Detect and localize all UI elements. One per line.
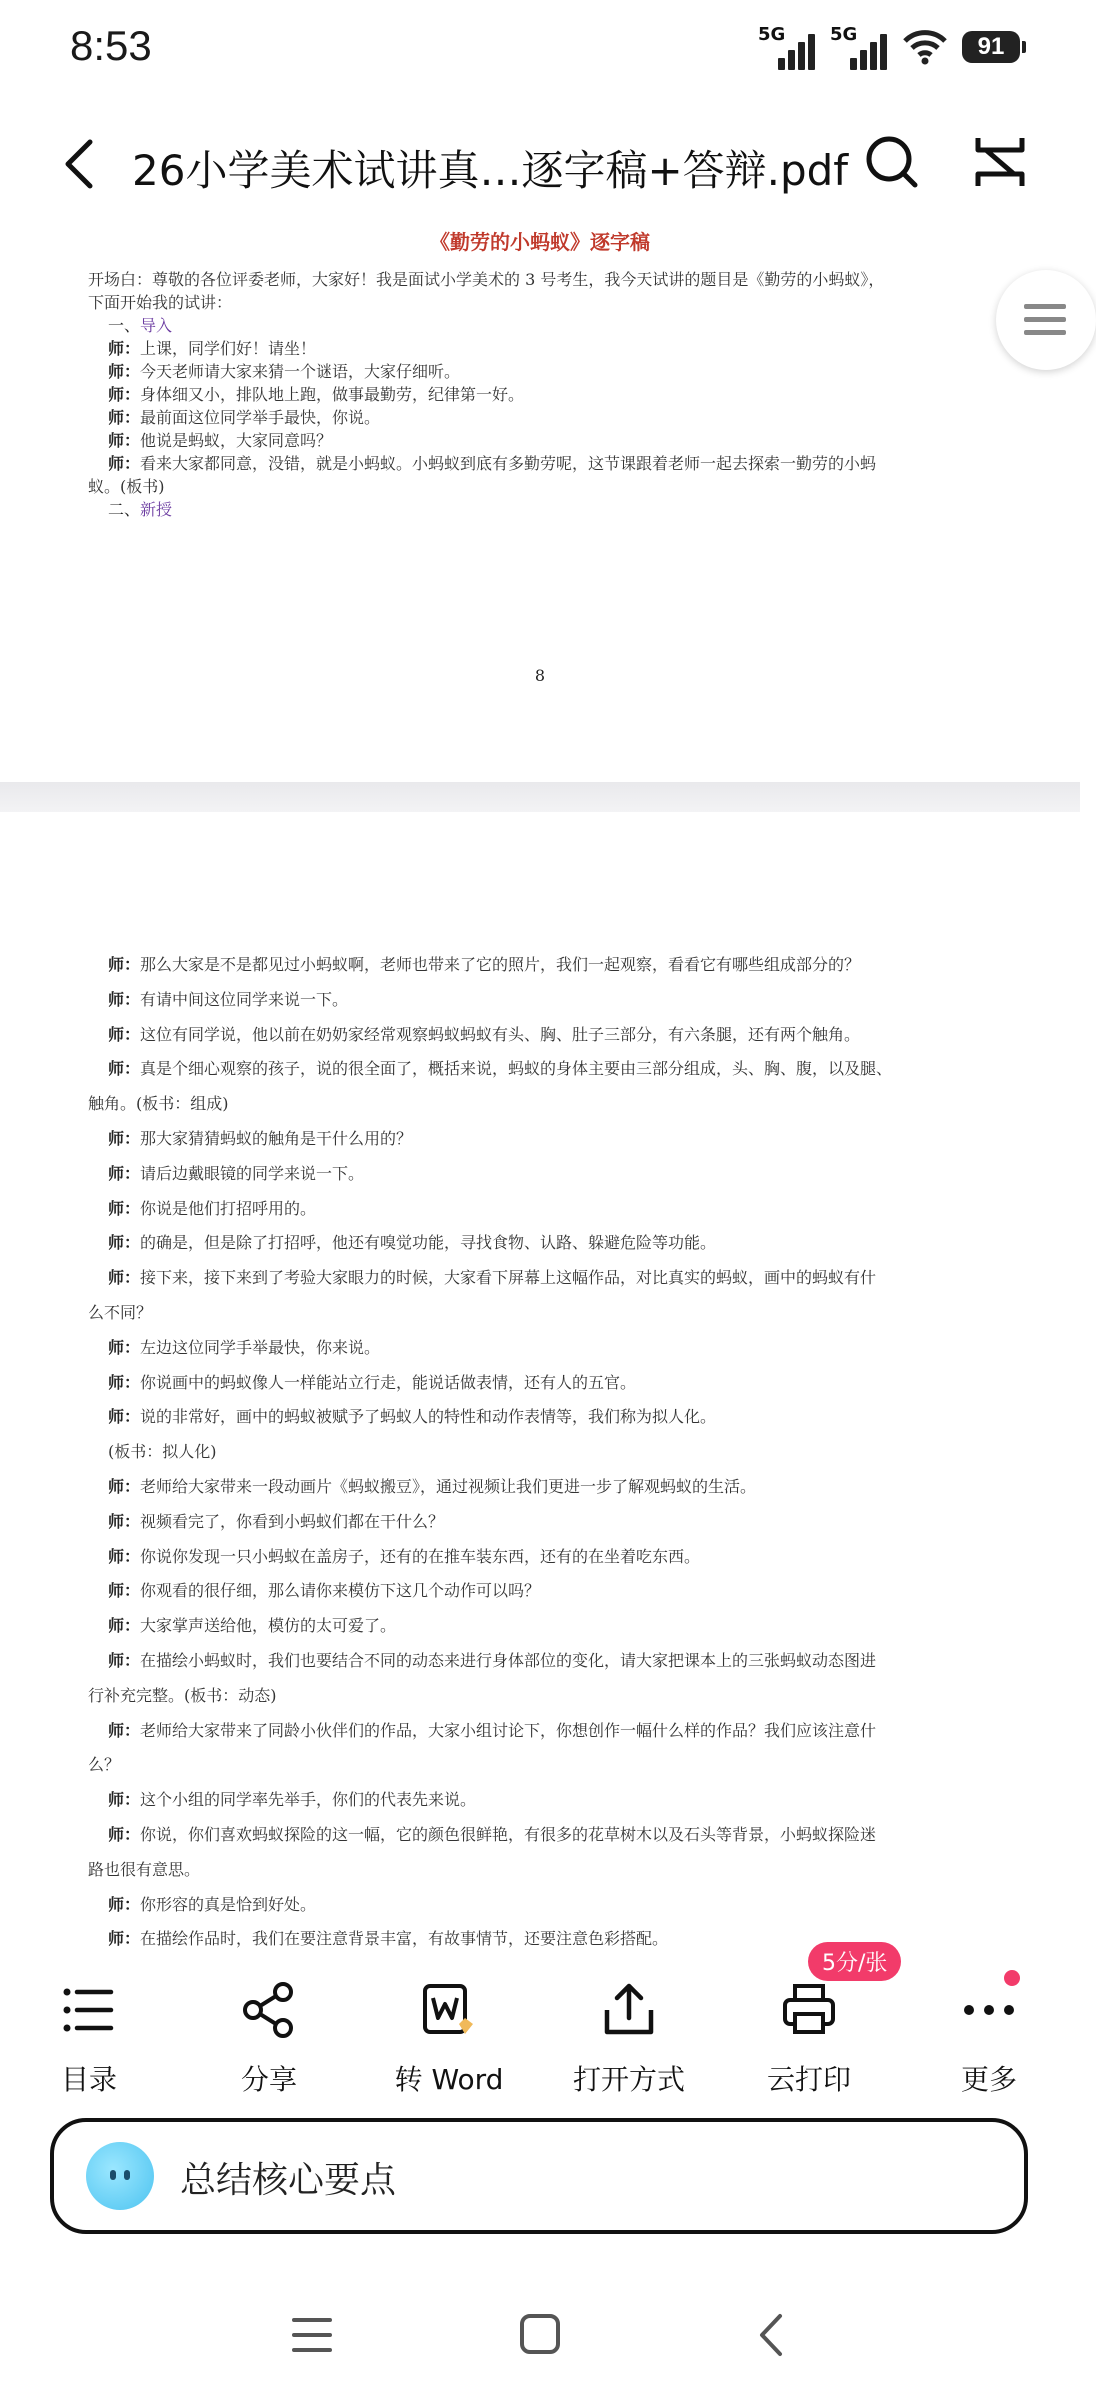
speaker-label: 师： bbox=[108, 385, 141, 404]
line-text: 这位有同学说，他以前在奶奶家经常观察蚂蚁蚂蚁有头、胸、肚子三部分，有六条腿，还有两个触角。 bbox=[140, 1024, 861, 1044]
line-text: 你观看的很仔细，那么请你来模仿下这几个动作可以吗？ bbox=[140, 1581, 541, 1601]
speaker-label: 师： bbox=[108, 1790, 141, 1810]
share-button[interactable] bbox=[194, 1980, 344, 2098]
text-line bbox=[88, 1086, 998, 1121]
text-line bbox=[108, 1191, 1018, 1226]
speaker-label: 师： bbox=[108, 1268, 141, 1288]
line-text: 的确是，但是除了打招呼，他还有嗅觉功能，寻找食物、认路、躲避危险等功能。 bbox=[140, 1233, 717, 1253]
text-line bbox=[108, 1434, 1018, 1469]
toc-label: 目录 bbox=[60, 2063, 117, 2096]
outline-toggle-button[interactable] bbox=[996, 270, 1096, 370]
text-line bbox=[108, 1156, 1018, 1191]
line-text: 么不同？ bbox=[88, 1303, 153, 1322]
system-nav-bar bbox=[0, 2290, 1080, 2380]
line-text: 老师给大家带来一段动画片《蚂蚁搬豆》，通过视频让我们更进一步了解观蚂蚁的生活。 bbox=[140, 1477, 757, 1496]
line-text: (板书：拟人化) bbox=[108, 1442, 217, 1462]
line-text: 行补充完整。(板书：动态) bbox=[88, 1685, 277, 1705]
line-text: 你说，你们喜欢蚂蚁探险的这一幅，它的颜色很鲜艳，有很多的花草树木以及石头等背景，小蚂蚁探险迷 bbox=[140, 1825, 877, 1844]
line-text: 你说画中的蚂蚁像人一样能站立行走，能说话做表情，还有人的五官。 bbox=[140, 1372, 637, 1392]
speaker-label: 师： bbox=[108, 955, 141, 974]
speaker-label: 师： bbox=[108, 1825, 141, 1844]
line-text: 视频看完了，你看到小蚂蚁们都在干什么？ bbox=[140, 1511, 445, 1531]
text-line bbox=[108, 1782, 1018, 1817]
signal-icon bbox=[758, 24, 816, 70]
line-text: 触角。(板书：组成) bbox=[88, 1094, 229, 1114]
speaker-label: 师： bbox=[108, 408, 141, 427]
speaker-label: 师： bbox=[108, 1059, 141, 1079]
line-text: 新授 bbox=[140, 500, 173, 519]
speaker-label: 师： bbox=[108, 1198, 141, 1218]
line-text: 路也很有意思。 bbox=[88, 1859, 201, 1879]
signal-icon bbox=[830, 24, 888, 70]
text-line bbox=[108, 1887, 1018, 1922]
speaker-label: 师： bbox=[108, 1581, 141, 1601]
text-line bbox=[88, 1678, 998, 1713]
home-icon[interactable] bbox=[510, 2310, 570, 2360]
text-line bbox=[108, 1051, 1018, 1086]
toc-button[interactable] bbox=[14, 1980, 164, 2098]
menu-icon bbox=[1024, 304, 1066, 343]
line-text: 你说是他们打招呼用的。 bbox=[140, 1198, 317, 1218]
line-text: 接下来，接下来到了考验大家眼力的时候，大家看下屏幕上这幅作品，对比真实的蚂蚁，画中的蚂蚁有什 bbox=[140, 1268, 877, 1288]
speaker-label: 师： bbox=[108, 1929, 141, 1949]
more-label: 更多 bbox=[960, 2063, 1017, 2096]
wifi-icon bbox=[902, 29, 948, 65]
status-icons bbox=[758, 24, 1020, 70]
cloud-print-label: 云打印 bbox=[766, 2063, 851, 2096]
text-line bbox=[108, 982, 1018, 1017]
price-badge: 5分/张 bbox=[808, 1942, 901, 1981]
notification-dot bbox=[1004, 1970, 1020, 1986]
speaker-label: 师： bbox=[108, 431, 141, 450]
open-with-label: 打开方式 bbox=[572, 2063, 685, 2096]
open-with-icon bbox=[599, 1980, 659, 2040]
fullscreen-icon[interactable] bbox=[970, 132, 1030, 192]
printer-icon bbox=[779, 1980, 839, 2040]
speaker-label: 师： bbox=[108, 1616, 141, 1636]
speaker-label: 师： bbox=[108, 1024, 141, 1044]
text-line bbox=[88, 1747, 998, 1782]
text-line bbox=[108, 1017, 1018, 1052]
convert-word-button[interactable] bbox=[374, 1980, 524, 2098]
page-number: 8 bbox=[534, 666, 546, 685]
text-line bbox=[108, 1365, 1018, 1400]
speaker-label: 师： bbox=[108, 1233, 141, 1253]
speaker-label: 师： bbox=[108, 1163, 141, 1183]
word-icon bbox=[419, 1980, 479, 2040]
recents-icon[interactable] bbox=[282, 2310, 342, 2360]
speaker-label: 一、 bbox=[108, 316, 141, 335]
line-text: 说的非常好，画中的蚂蚁被赋予了蚂蚁人的特性和动作表情等，我们称为拟人化。 bbox=[140, 1407, 717, 1427]
speaker-label: 师： bbox=[108, 1477, 141, 1496]
line-text: 在描绘小蚂蚁时，我们也要结合不同的动态来进行身体部位的变化，请大家把课本上的三张蚂蚁动态图进 bbox=[140, 1651, 877, 1670]
more-button[interactable] bbox=[914, 1980, 1064, 2098]
line-text: 上课，同学们好！请坐！ bbox=[140, 339, 317, 358]
convert-word-label: 转 Word bbox=[394, 2063, 504, 2096]
network-type-label: 5G bbox=[830, 24, 858, 45]
network-type-label: 5G bbox=[758, 24, 786, 45]
text-line bbox=[108, 1469, 1018, 1504]
cloud-print-button[interactable] bbox=[734, 1980, 884, 2098]
line-text: 导入 bbox=[140, 316, 173, 335]
speaker-label: 师： bbox=[108, 989, 141, 1009]
speaker-label: 师： bbox=[108, 1372, 141, 1392]
text-line bbox=[108, 947, 1018, 982]
text-line bbox=[108, 1817, 1018, 1852]
speaker-label: 师： bbox=[108, 1511, 141, 1531]
doc-title: 《勤劳的小蚂蚁》逐字稿 bbox=[430, 230, 650, 254]
back-nav-icon[interactable] bbox=[742, 2310, 802, 2360]
line-text: 他说是蚂蚁，大家同意吗？ bbox=[140, 431, 333, 450]
text-line bbox=[108, 1225, 1018, 1260]
line-text: 在描绘作品时，我们在要注意背景丰富，有故事情节，还要注意色彩搭配。 bbox=[140, 1929, 669, 1949]
text-line bbox=[108, 1504, 1018, 1539]
line-text: 看来大家都同意，没错，就是小蚂蚁。小蚂蚁到底有多勤劳呢，这节课跟着老师一起去探索一勤劳的小蚂 bbox=[140, 454, 877, 473]
list-icon bbox=[59, 1980, 119, 2040]
line-text: 最前面这位同学举手最快，你说。 bbox=[140, 408, 381, 427]
speaker-label: 师： bbox=[108, 454, 141, 473]
speaker-label: 师： bbox=[108, 1407, 141, 1427]
text-line bbox=[108, 1539, 1018, 1574]
line-text: 真是个细心观察的孩子，说的很全面了，概括来说，蚂蚁的身体主要由三部分组成，头、胸、腹，以及腿、 bbox=[140, 1059, 893, 1079]
text-line bbox=[108, 1713, 1018, 1748]
text-line bbox=[88, 1295, 998, 1330]
speaker-label: 师： bbox=[108, 1337, 141, 1357]
line-text: 么？ bbox=[88, 1755, 121, 1775]
line-text: 大家掌声送给他，模仿的太可爱了。 bbox=[140, 1616, 397, 1636]
ai-summary-button[interactable] bbox=[50, 2118, 1028, 2234]
text-line bbox=[108, 492, 1018, 527]
speaker-label: 师： bbox=[108, 1129, 141, 1148]
text-line bbox=[108, 1260, 1018, 1295]
text-line bbox=[108, 1330, 1018, 1365]
search-icon[interactable] bbox=[862, 132, 922, 192]
document-title: 26小学美术试讲真…逐字稿+答辩.pdf bbox=[132, 146, 849, 195]
status-bar bbox=[0, 0, 1080, 100]
line-text: 那大家猜猜蚂蚁的触角是干什么用的？ bbox=[140, 1129, 413, 1148]
line-text: 这个小组的同学率先举手，你们的代表先来说。 bbox=[140, 1790, 477, 1810]
ai-summary-label: 总结核心要点 bbox=[180, 2160, 397, 2201]
line-text: 那么大家是不是都见过小蚂蚁啊，老师也带来了它的照片，我们一起观察，看看它有哪些组成部分的？ bbox=[140, 955, 861, 974]
speaker-label: 二、 bbox=[108, 500, 141, 519]
page-divider bbox=[0, 782, 1080, 812]
speaker-label: 师： bbox=[108, 1894, 141, 1914]
speaker-label: 师： bbox=[108, 362, 141, 381]
app-header bbox=[0, 110, 1080, 220]
pdf-page[interactable] bbox=[0, 222, 1080, 782]
line-text: 你说你发现一只小蚂蚁在盖房子，还有的在推车装东西，还有的在坐着吃东西。 bbox=[140, 1546, 701, 1566]
open-with-button[interactable] bbox=[554, 1980, 704, 2098]
text-line bbox=[108, 1573, 1018, 1608]
line-text: 下面开始我的试讲： bbox=[88, 293, 233, 312]
line-text: 今天老师请大家来猜一个谜语，大家仔细听。 bbox=[140, 362, 461, 381]
share-label: 分享 bbox=[240, 2063, 297, 2096]
speaker-label: 师： bbox=[108, 1651, 141, 1670]
line-text: 开场白：尊敬的各位评委老师，大家好！我是面试小学美术的 3 号考生，我今天试讲的题目是《勤劳的小蚂蚁》， bbox=[88, 270, 885, 289]
clock: 8:53 bbox=[70, 22, 152, 69]
bottom-toolbar bbox=[0, 1951, 1080, 2100]
line-text: 有请中间这位同学来说一下。 bbox=[140, 989, 349, 1009]
speaker-label: 师： bbox=[108, 1546, 141, 1566]
text-line bbox=[108, 1643, 1018, 1678]
pdf-page[interactable] bbox=[0, 812, 1080, 1962]
more-icon bbox=[959, 1980, 1019, 2040]
line-text: 蚁。(板书) bbox=[88, 477, 165, 496]
line-text: 老师给大家带来了同龄小伙伴们的作品，大家小组讨论下，你想创作一幅什么样的作品？我们应该注意什 bbox=[140, 1720, 877, 1740]
text-line bbox=[88, 1852, 998, 1887]
ai-assistant-avatar bbox=[86, 2142, 154, 2210]
line-text: 身体细又小，排队地上跑，做事最勤劳，纪律第一好。 bbox=[140, 385, 525, 404]
line-text: 左边这位同学手举最快，你来说。 bbox=[140, 1337, 381, 1357]
speaker-label: 师： bbox=[108, 1720, 141, 1740]
line-text: 你形容的真是恰到好处。 bbox=[140, 1894, 317, 1914]
back-icon[interactable] bbox=[52, 134, 112, 194]
speaker-label: 师： bbox=[108, 339, 141, 358]
text-line bbox=[108, 1608, 1018, 1643]
text-line bbox=[108, 1121, 1018, 1156]
battery-indicator: 91 bbox=[962, 31, 1020, 63]
share-icon bbox=[239, 1980, 299, 2040]
line-text: 请后边戴眼镜的同学来说一下。 bbox=[140, 1163, 365, 1183]
text-line bbox=[108, 1399, 1018, 1434]
